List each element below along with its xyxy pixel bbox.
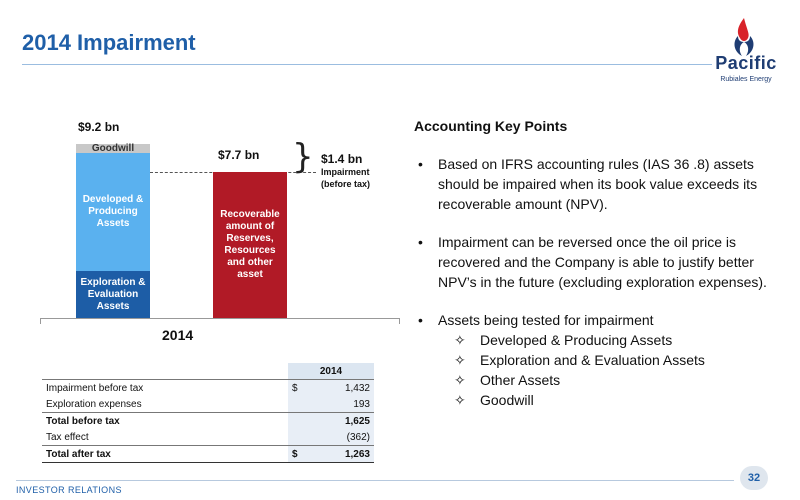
sub-point-text: Goodwill — [480, 392, 534, 408]
key-points-title: Accounting Key Points — [414, 118, 568, 134]
key-point-bullet — [414, 232, 784, 292]
flame-icon — [735, 18, 754, 56]
star-bullet-icon: ✧ — [454, 352, 466, 368]
title-divider — [22, 64, 712, 65]
sub-point — [414, 370, 784, 390]
impairment-note: Impairment (before tax) — [321, 167, 371, 189]
table-currency-symbol — [288, 429, 308, 446]
table-row-value: (362) — [308, 429, 374, 446]
table-header-year: 2014 — [288, 363, 374, 380]
table-currency-symbol — [288, 413, 308, 430]
sub-point — [414, 350, 784, 370]
table-row — [42, 429, 374, 446]
table-currency-symbol — [288, 396, 308, 413]
footer-label: INVESTOR RELATIONS — [16, 485, 122, 495]
table-row-value: 1,263 — [308, 446, 374, 463]
table-currency-symbol: $ — [288, 380, 308, 397]
table-header-blank — [42, 363, 288, 380]
table-row — [42, 380, 374, 397]
footer-text — [16, 485, 122, 495]
table-row — [42, 396, 374, 413]
key-points-panel — [414, 118, 784, 410]
key-point-bullet — [414, 310, 784, 330]
logo-tagline: Rubiales Energy — [720, 76, 772, 83]
x-axis-tick — [399, 318, 400, 324]
brace-icon: } — [292, 137, 314, 177]
table-row-label: Impairment before tax — [42, 380, 288, 397]
star-bullet-icon: ✧ — [454, 372, 466, 388]
key-point-bullet — [414, 154, 784, 214]
table-row-label: Tax effect — [46, 431, 89, 443]
logo-wordmark: Pacific — [715, 53, 777, 73]
table-row-label: Exploration expenses — [46, 398, 142, 410]
sub-point-text: Exploration and & Evaluation Assets — [480, 352, 705, 368]
table-row-label: Total before tax — [42, 413, 288, 430]
table-row-value: 1,432 — [308, 380, 374, 397]
bar-total-label-2014-recoverable: $7.7 bn — [218, 148, 260, 162]
sub-point — [414, 390, 784, 410]
bullet-icon: • — [418, 312, 423, 328]
key-point-text: Impairment can be reversed once the oil price is recovered and the Company is able to justify better NPV’s in the future (excluding exploration expenses). — [438, 234, 767, 290]
bar-segment-exploration-evaluation: Exploration & Evaluation Assets — [76, 271, 150, 318]
page-title: 2014 Impairment — [22, 30, 196, 55]
table-row — [42, 446, 374, 463]
sub-point-text: Other Assets — [480, 372, 561, 388]
bar-segment-developed-producing: Developed & Producing Assets — [76, 153, 150, 271]
sub-point — [414, 330, 784, 350]
table-row-value: 193 — [308, 396, 374, 413]
bar-segment-recoverable-amount: Recoverable amount of Reserves, Resources and other asset — [213, 172, 287, 318]
table-row — [42, 413, 374, 430]
table-currency-symbol: $ — [288, 446, 308, 463]
x-tick-label-2014: 2014 — [162, 327, 194, 343]
x-axis — [40, 318, 400, 319]
x-axis-tick — [40, 318, 41, 324]
sub-point-text: Developed & Producing Assets — [480, 332, 673, 348]
page-number: 32 — [740, 466, 768, 490]
bullet-icon: • — [418, 234, 423, 250]
table-row-value: 1,625 — [308, 413, 374, 430]
footer-divider — [16, 480, 734, 481]
key-point-text: Based on IFRS accounting rules (IAS 36 .8) assets should be impaired when its book value exceeds its recoverable amount (NPV). — [438, 156, 758, 212]
star-bullet-icon: ✧ — [454, 332, 466, 348]
impairment-chart — [40, 110, 400, 350]
key-point-text: Assets being tested for impairment — [438, 312, 654, 328]
impairment-difference-label: $1.4 bn — [321, 152, 363, 166]
table-row-label: Total after tax — [42, 446, 288, 463]
bar-total-label-2014-book: $9.2 bn — [78, 120, 120, 134]
impairment-table — [42, 363, 374, 463]
bar-segment-goodwill: Goodwill — [76, 144, 150, 153]
star-bullet-icon: ✧ — [454, 392, 466, 408]
bullet-icon: • — [418, 156, 423, 172]
